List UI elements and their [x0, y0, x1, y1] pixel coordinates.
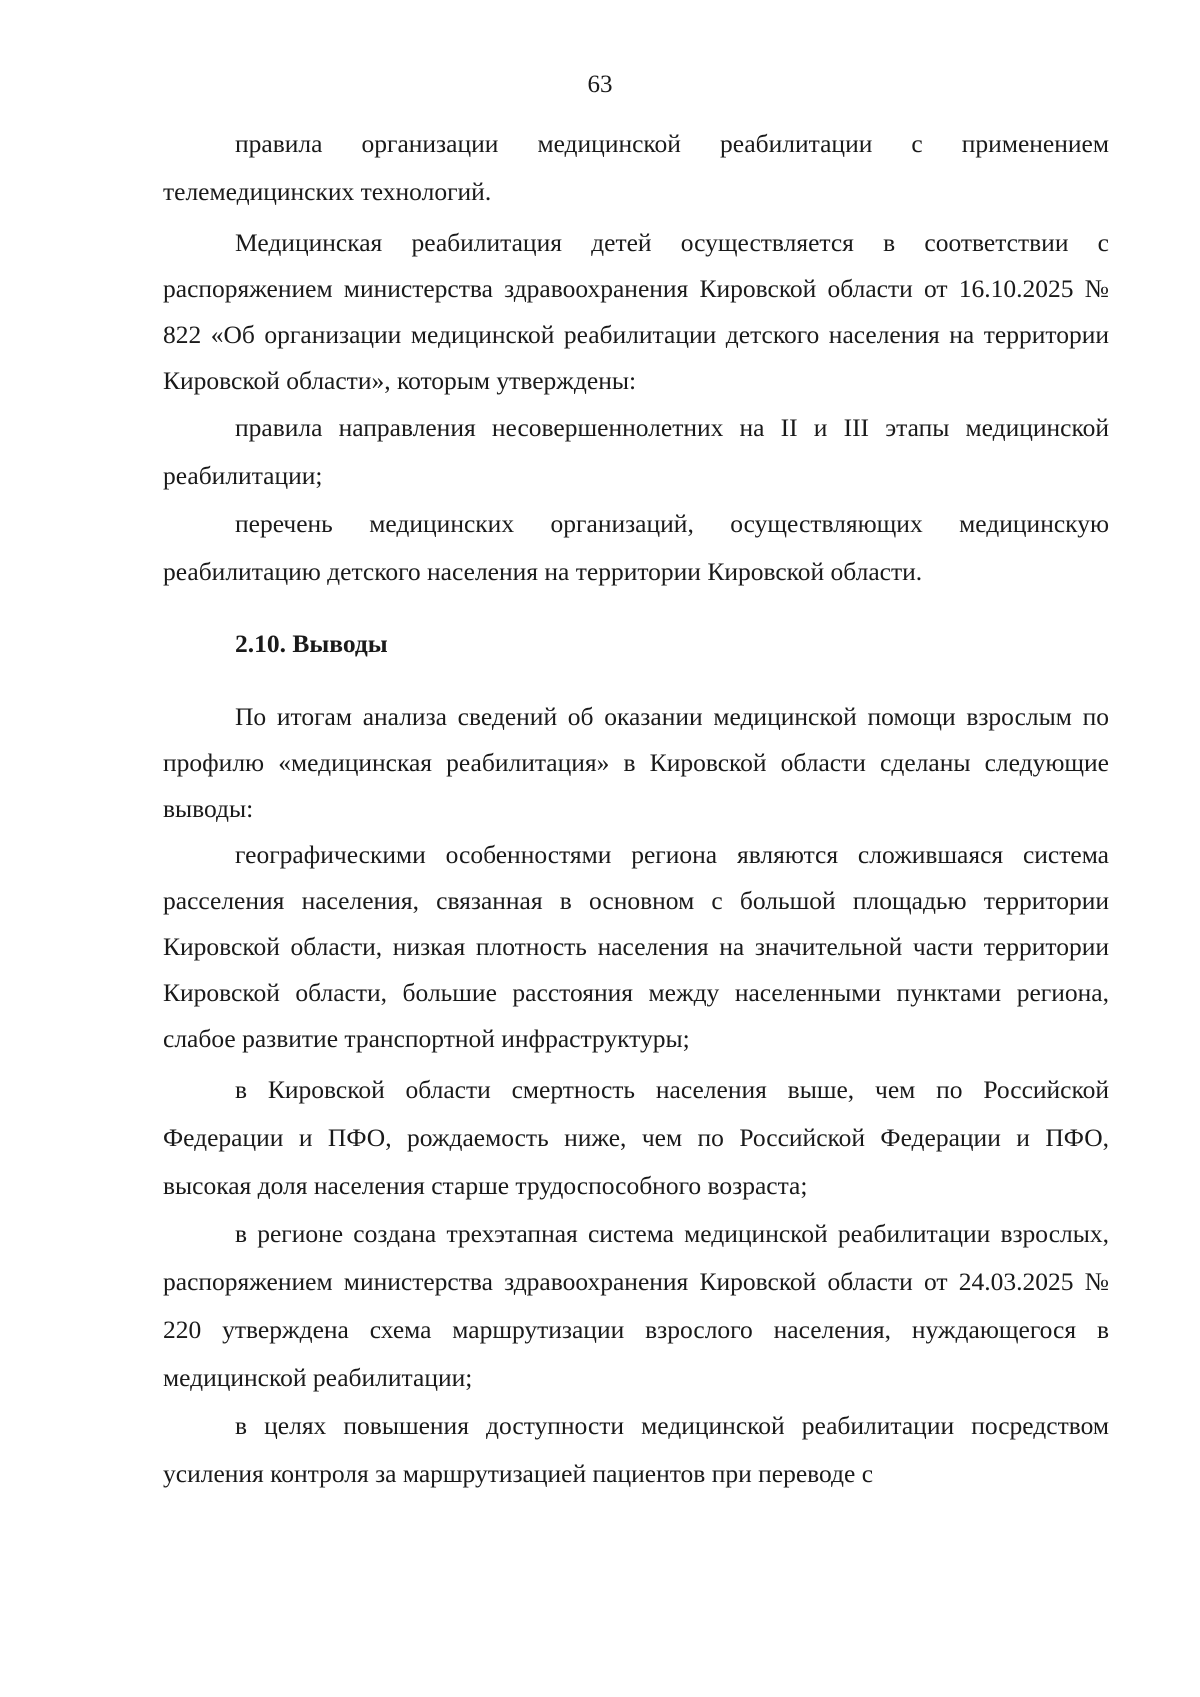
paragraph-analysis-intro: По итогам анализа сведений об оказании медицинской помощи взрослым по профилю «медицинская реабилитация» в Кировской области сделаны следующие выводы: [163, 702, 1109, 823]
section-heading-conclusions: 2.10. Выводы [235, 629, 388, 658]
paragraph-telemedicine-rules: правила организации медицинской реабилитации с применением телемедицинских технологий. [163, 129, 1109, 206]
paragraph-organizations-list: перечень медицинских организаций, осуществляющих медицинскую реабилитацию детского населения на территории Кировской области. [163, 509, 1109, 586]
paragraph-accessibility: в целях повышения доступности медицинской реабилитации посредством усиления контроля за маршрутизацией пациентов при переводе с [163, 1411, 1109, 1488]
page-number: 63 [587, 71, 613, 98]
paragraph-three-stage-system: в регионе создана трехэтапная система медицинской реабилитации взрослых, распоряжением министерства здравоохранения Кировской области от 24.03.2025 № 220 утверждена схема маршрутизации взрослого населения, нуждающегося в медицинской реабилитации; [163, 1219, 1109, 1392]
paragraph-referral-rules: правила направления несовершеннолетних на II и III этапы медицинской реабилитации; [163, 413, 1109, 490]
paragraph-children-rehabilitation: Медицинская реабилитация детей осуществляется в соответствии с распоряжением министерства здравоохранения Кировской области от 16.10.2025 № 822 «Об организации медицинской реабилитации детского населения на территории Кировской области», которым утверждены: [163, 228, 1109, 395]
paragraph-geography: географическими особенностями региона являются сложившаяся система расселения населения, связанная в основном с большой площадью территории Кировской области, низкая плотность населения на значительной части территории Кировской области, большие расстояния между населенными пунктами региона, слабое развитие транспортной инфраструктуры; [163, 840, 1109, 1053]
document-body [163, 120, 1109, 1498]
paragraph-demographics: в Кировской области смертность населения выше, чем по Российской Федерации и ПФО, рождаемость ниже, чем по Российской Федерации и ПФО, высокая доля населения старше трудоспособного возраста; [163, 1075, 1109, 1200]
